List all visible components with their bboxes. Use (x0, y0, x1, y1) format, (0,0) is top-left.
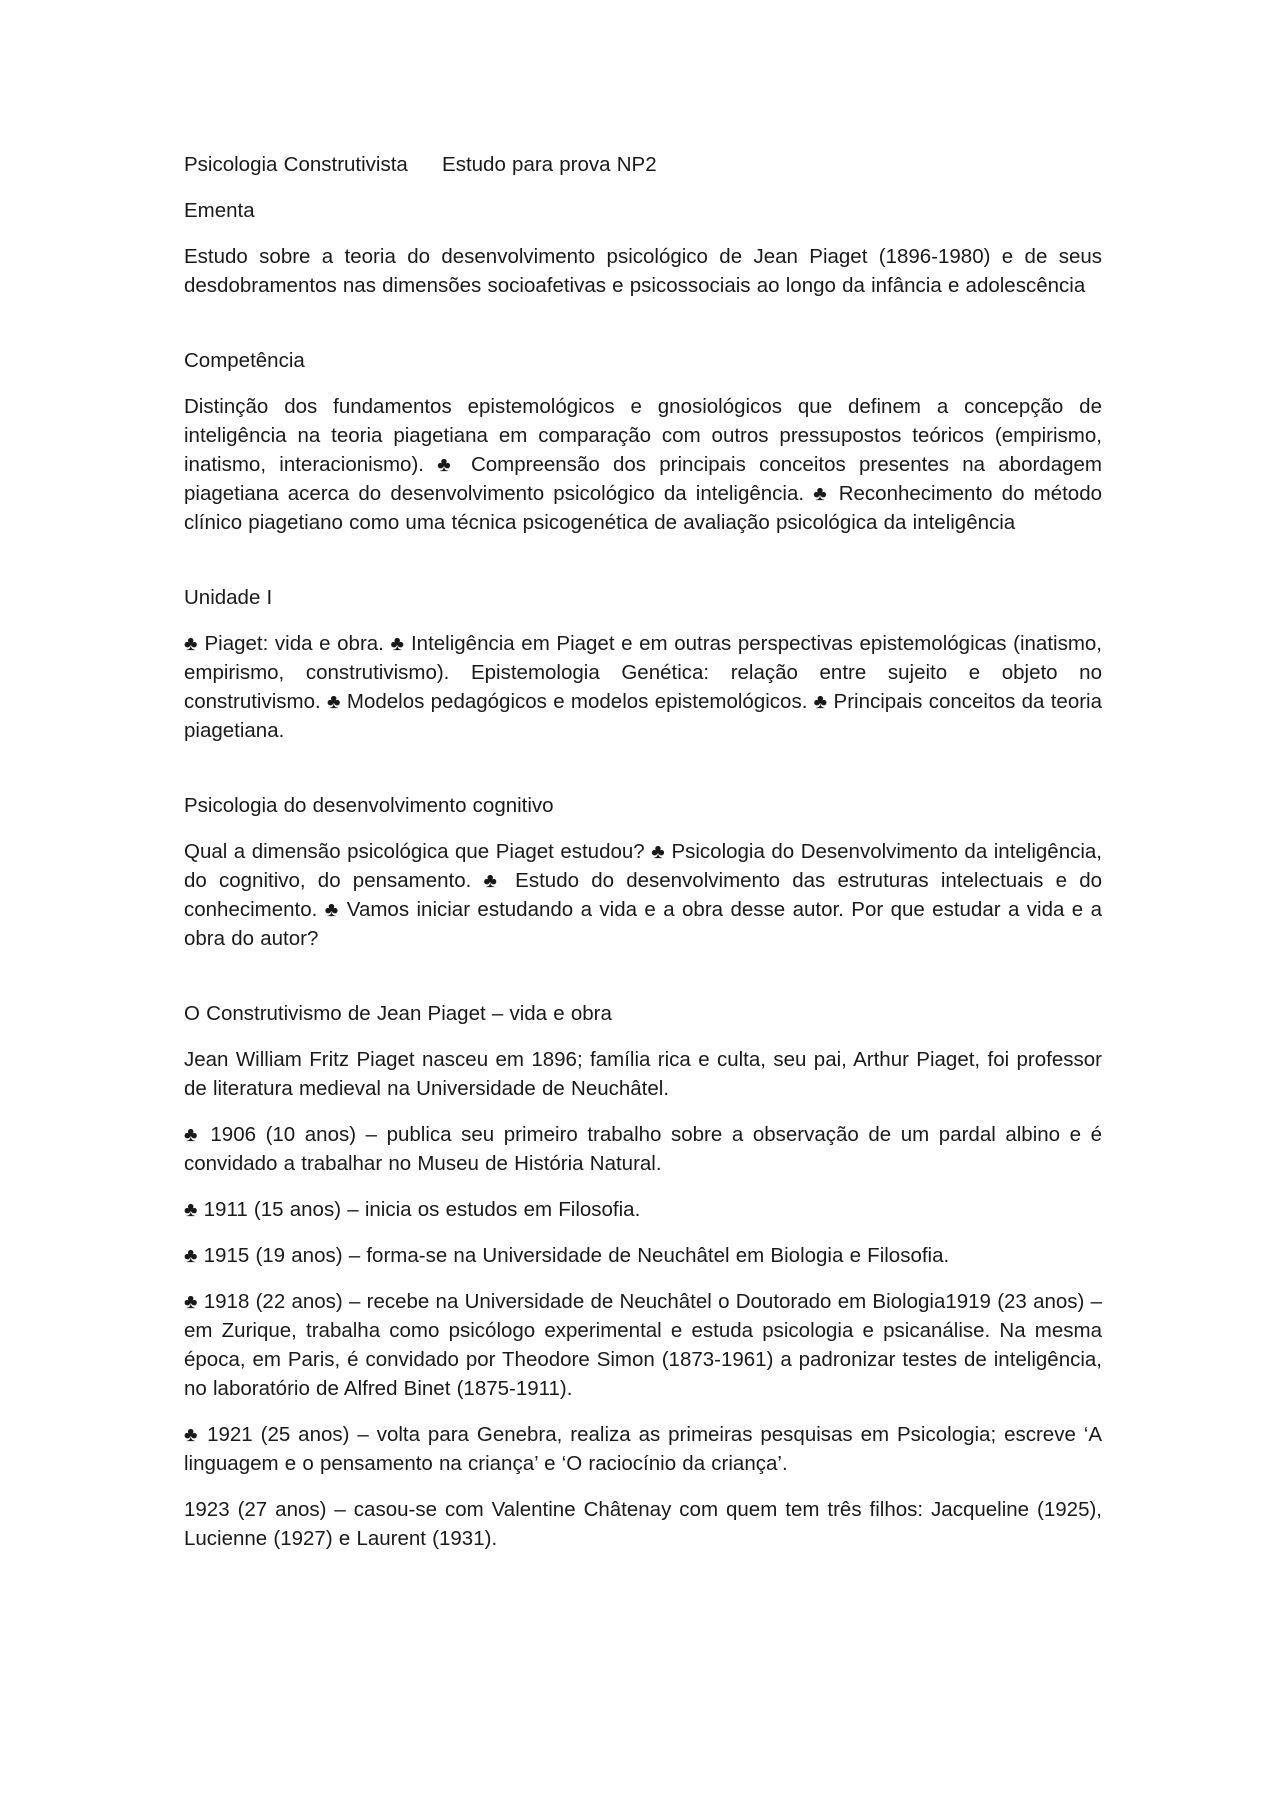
ementa-text: Estudo sobre a teoria do desenvolvimento psicológico de Jean Piaget (1896-1980) e de seus desdobramentos nas dimensões socioafetivas e psicossociais ao longo da infância e adolescência (184, 245, 1102, 297)
competencia-heading: Competência (184, 349, 305, 372)
biography-paragraph: ♣ 1906 (10 anos) – publica seu primeiro trabalho sobre a observação de um pardal albino e é convidado a trabalhar no Museu de História Natural. (184, 1123, 1102, 1175)
biography-paragraph: ♣ 1921 (25 anos) – volta para Genebra, realiza as primeiras pesquisas em Psicologia; escreve ‘A linguagem e o pensamento na criança’ e ‘O raciocínio da criança’. (184, 1423, 1102, 1475)
biography-paragraph: ♣ 1911 (15 anos) – inicia os estudos em Filosofia. (184, 1198, 641, 1221)
psicologia-text: Qual a dimensão psicológica que Piaget estudou? ♣ Psicologia do Desenvolvimento da inteligência, do cognitivo, do pensamento. ♣ Estudo do desenvolvimento das estruturas intelectuais e do conhecimento. ♣ Vamos iniciar estudando a vida e a obra desse autor. Por que estudar a vida e a obra do autor? (184, 840, 1102, 950)
document-title (184, 150, 1102, 179)
section-spacer (184, 317, 1102, 346)
document-page (184, 150, 1102, 1570)
ementa-heading: Ementa (184, 199, 255, 222)
course-title: Psicologia Construtivista (184, 153, 408, 176)
exam-subtitle: Estudo para prova NP2 (442, 153, 657, 176)
biography-paragraph: Jean William Fritz Piaget nasceu em 1896; família rica e culta, seu pai, Arthur Piaget, foi professor de literatura medieval na Universidade de Neuchâtel. (184, 1048, 1102, 1100)
biography-paragraph: 1923 (27 anos) – casou-se com Valentine Châtenay com quem tem três filhos: Jacqueline (1925), Lucienne (1927) e Laurent (1931). (184, 1498, 1102, 1550)
unidade-text: ♣ Piaget: vida e obra. ♣ Inteligência em Piaget e em outras perspectivas epistemológicas (inatismo, empirismo, construtivismo). Epistemologia Genética: relação entre sujeito e objeto no construtivismo. ♣ Modelos pedagógicos e modelos epistemológicos. ♣ Principais conceitos da teoria piagetiana. (184, 632, 1102, 742)
psicologia-heading: Psicologia do desenvolvimento cognitivo (184, 794, 554, 817)
biography-paragraph: ♣ 1915 (19 anos) – forma-se na Universidade de Neuchâtel em Biologia e Filosofia. (184, 1244, 950, 1267)
section-spacer (184, 762, 1102, 791)
unidade-heading: Unidade I (184, 586, 273, 609)
section-spacer (184, 554, 1102, 583)
construtivismo-heading: O Construtivismo de Jean Piaget – vida e obra (184, 1002, 612, 1025)
competencia-text: Distinção dos fundamentos epistemológicos e gnosiológicos que definem a concepção de inteligência na teoria piagetiana em comparação com outros pressupostos teóricos (empirismo, inatismo, interacionismo). ♣ Compreensão dos principais conceitos presentes na abordagem piagetiana acerca do desenvolvimento psicológico da inteligência. ♣ Reconhecimento do método clínico piagetiano como uma técnica psicogenética de avaliação psicológica da inteligência (184, 395, 1102, 534)
biography-paragraph: ♣ 1918 (22 anos) – recebe na Universidade de Neuchâtel o Doutorado em Biologia1919 (23 anos) – em Zurique, trabalha como psicólogo experimental e estuda psicologia e psicanálise. Na mesma época, em Paris, é convidado por Theodore Simon (1873-1961) a padronizar testes de inteligência, no laboratório de Alfred Binet (1875-1911). (184, 1290, 1102, 1400)
section-spacer (184, 970, 1102, 999)
